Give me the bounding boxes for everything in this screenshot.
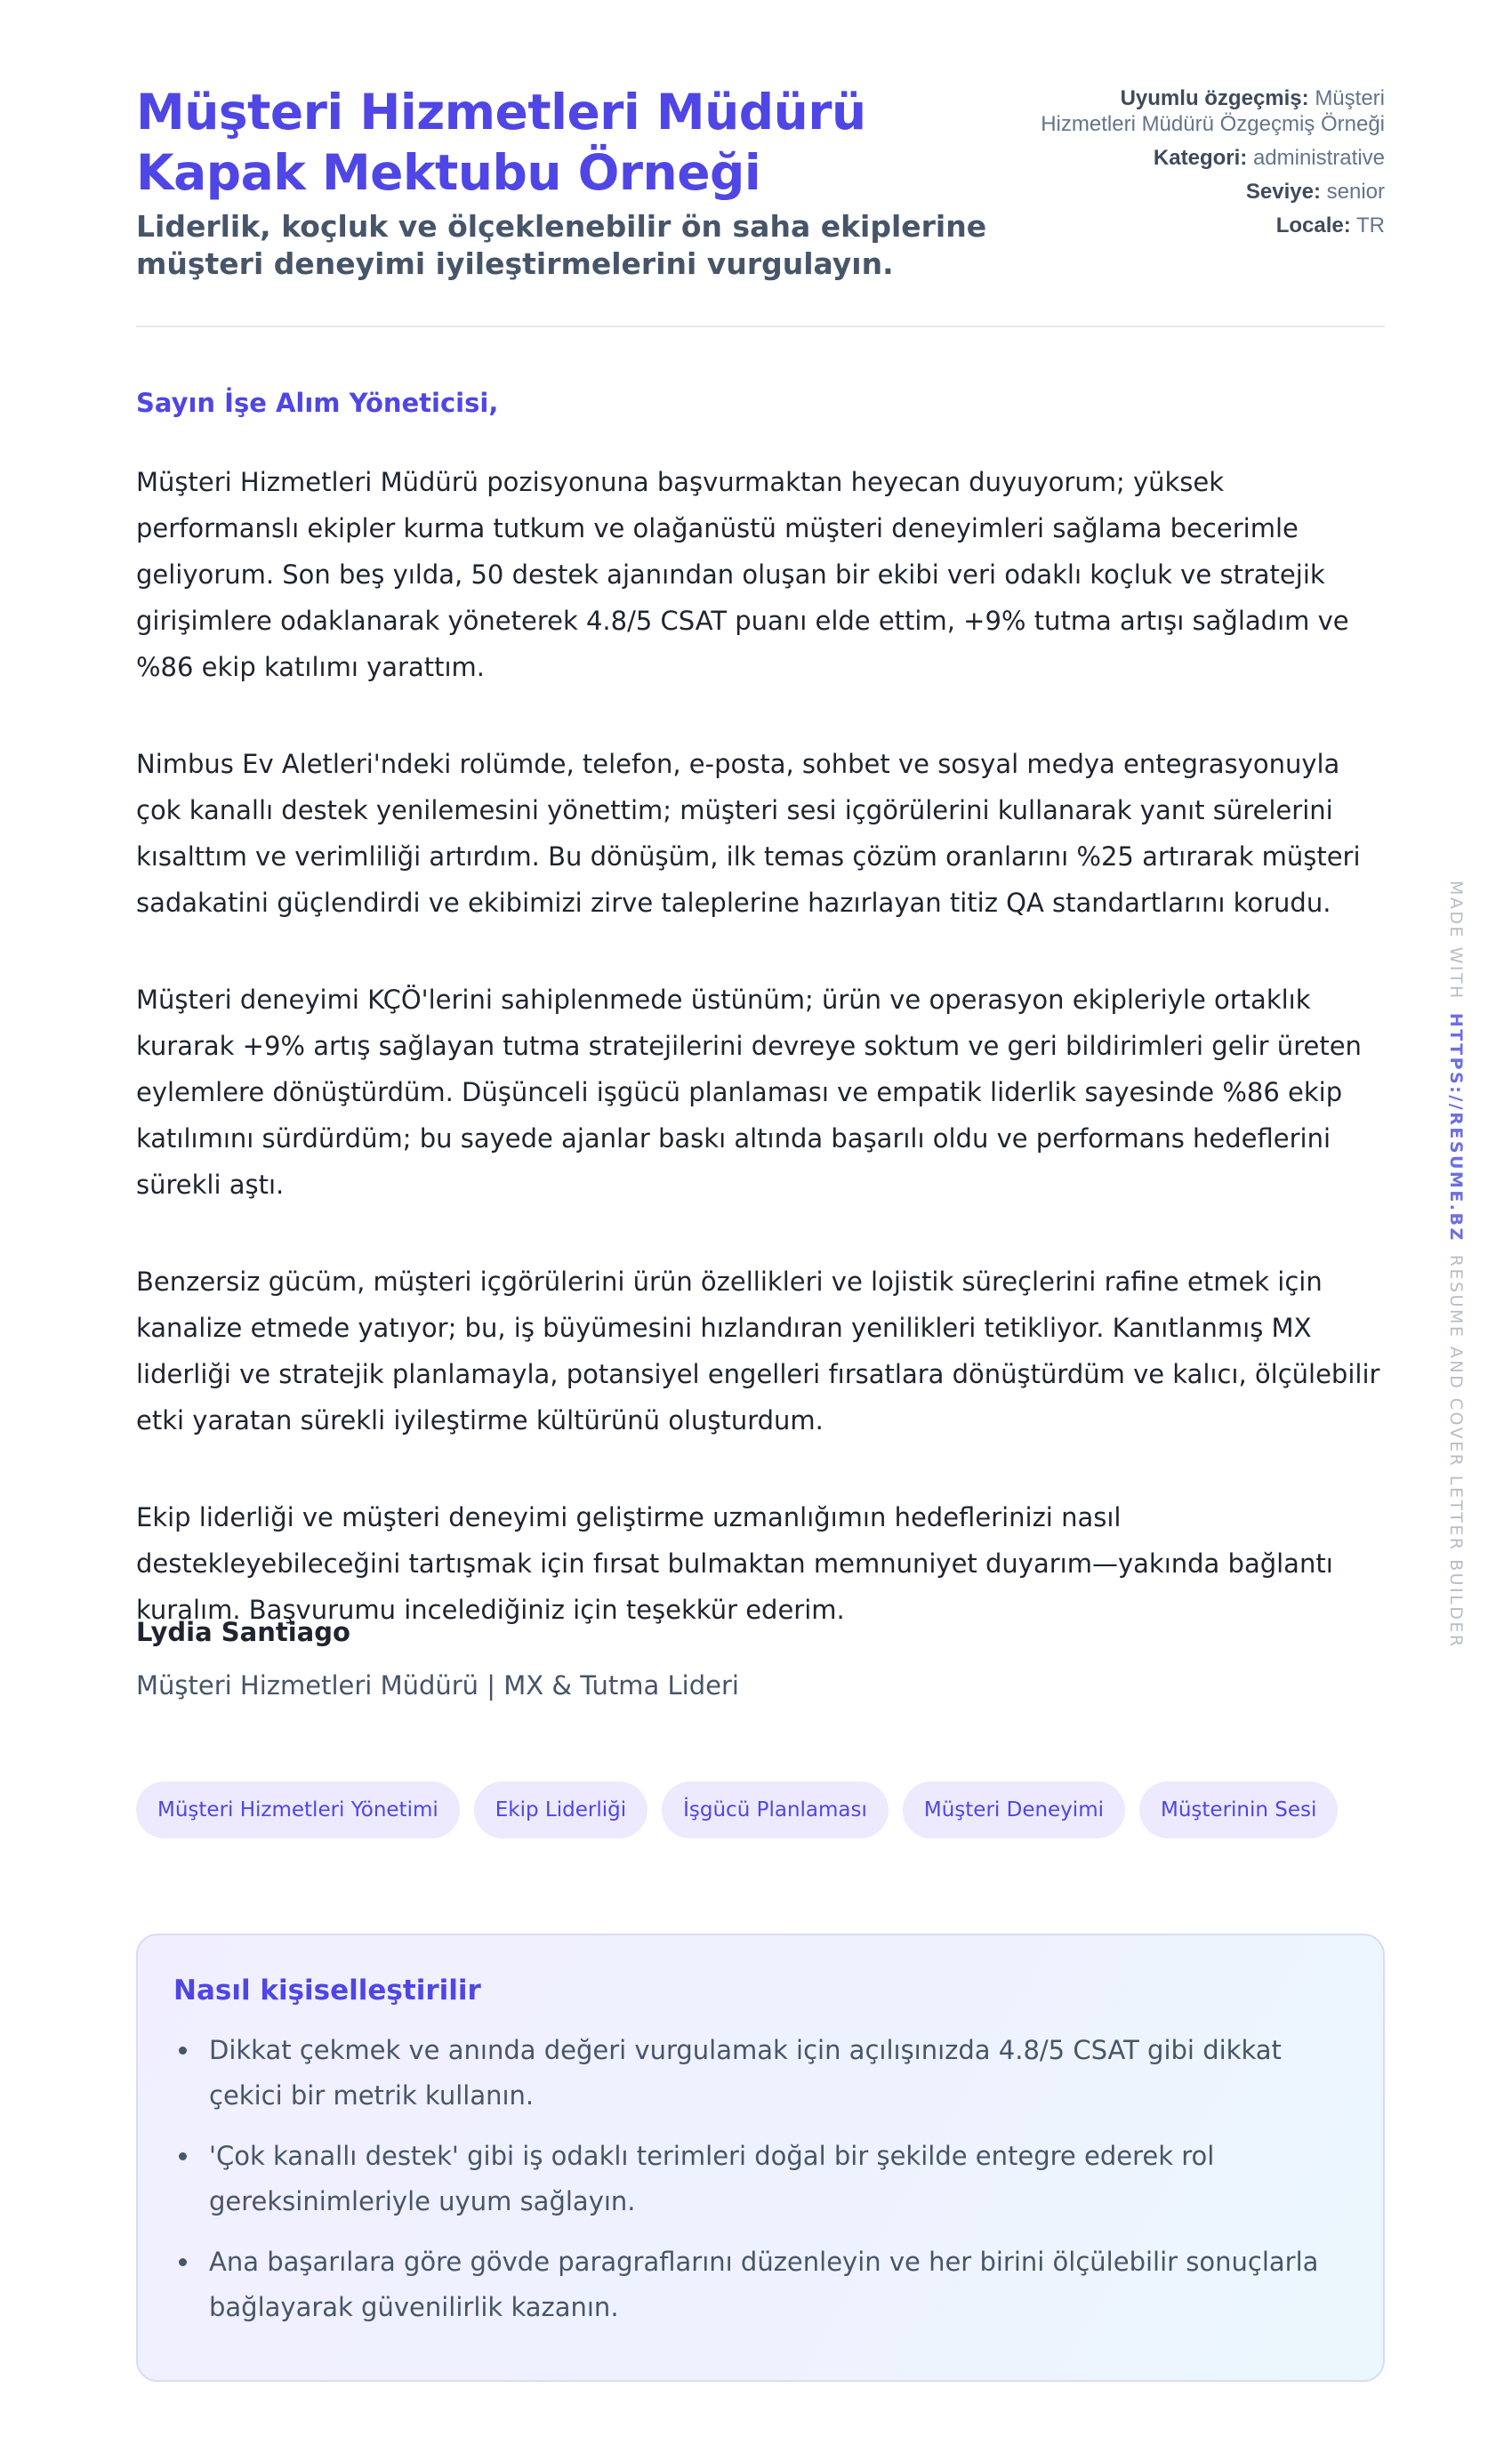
- meta-level-label: Seviye:: [1245, 180, 1321, 204]
- meta-category: [1038, 145, 1385, 171]
- signature-name: Lydia Santiago: [136, 1617, 350, 1647]
- meta-resume: [1038, 85, 1385, 137]
- tips-list: [173, 2028, 1347, 2330]
- letter-greeting: Sayın İşe Alım Yöneticisi,: [136, 388, 499, 418]
- tip-item: [173, 2240, 1347, 2330]
- watermark-text: [1446, 881, 1466, 1649]
- letter-paragraph: Benzersiz gücüm, müşteri içgörülerini ürün özellikleri ve lojistik süreçlerini rafine etmek için kanalize etmede yatıyor; bu, iş büyümesini hızlandıran yenilikleri tetikliyor. Kanıtlanmış MX liderliği ve stratejik planlamayla, potansiyel engelleri fırsatlara dönüştürdüm ve kalıcı, ölçülebilir etki yaratan sürekli iyileştirme kültürünü oluşturdum.: [136, 1267, 1380, 1436]
- page-subtitle: Liderlik, koçluk ve ölçeklenebilir ön saha ekiplerine müşteri deneyimi iyileştirmelerini vurgulayın.: [136, 209, 987, 281]
- meta-locale-value: TR: [1356, 213, 1385, 237]
- personalization-tips: [136, 1934, 1385, 2382]
- meta-category-value: administrative: [1252, 146, 1385, 170]
- signature-role: Müşteri Hizmetleri Müdürü | MX & Tutma Lideri: [136, 1670, 739, 1701]
- letter-paragraph: Ekip liderliği ve müşteri deneyimi geliştirme uzmanlığımın hedeflerinizi nasıl destekleyebileceğini tartışmak için fırsat bulmaktan memnuniyet duyarım—yakında bağlantı kuralım. Başvurumu incelediğiniz için teşekkür ederim.: [136, 1502, 1333, 1625]
- letter-paragraph: Müşteri deneyimi KÇÖ'lerini sahiplenmede üstünüm; ürün ve operasyon ekipleriyle ortaklık kurarak +9% artış sağlayan tutma stratejilerini devreye soktum ve geri bildirimleri gelir üreten eylemlere dönüştürdüm. Düşünceli işgücü planlaması ve empatik liderlik sayesinde %86 ekip katılımını sürdürdüm; bu sayede ajanlar baskı altında başarılı oldu ve performans hedeflerini sürekli aştı.: [136, 985, 1362, 1200]
- tip-item: [173, 2134, 1347, 2224]
- meta-resume-label: Uyumlu özgeçmiş:: [1120, 86, 1309, 110]
- letter-paragraph: Nimbus Ev Aletleri'ndeki rolümde, telefon, e-posta, sohbet ve sosyal medya entegrasyonuyla çok kanallı destek yenilemesini yönettim; müşteri sesi içgörülerini kullanarak yanıt sürelerini kısalttım ve verimliliği artırdım. Bu dönüşüm, ilk temas çözüm oranlarını %25 artırarak müşteri sadakatini güçlendirdi ve ekibimizi zirve taleplerine hazırlayan titiz QA standartlarını korudu.: [136, 749, 1361, 918]
- skill-tag[interactable]: Müşteri Deneyimi: [903, 1781, 1125, 1838]
- skill-tag[interactable]: Müşteri Hizmetleri Yönetimi: [136, 1781, 460, 1838]
- tip-text: Ana başarılara göre gövde paragraflarını düzenleyin ve her birini ölçülebilir sonuçlarla bağlayarak güvenilirlik kazanın.: [209, 2247, 1319, 2322]
- skill-tag[interactable]: Ekip Liderliği: [474, 1781, 647, 1838]
- skill-tags: [136, 1781, 1338, 1838]
- tips-title: Nasıl kişiselleştirilir: [173, 1974, 481, 2007]
- meta-category-label: Kategori:: [1153, 146, 1248, 170]
- letter-paragraph: Müşteri Hizmetleri Müdürü pozisyonuna başvurmaktan heyecan duyuyorum; yüksek performanslı ekipler kurma tutkum ve olağanüstü müşteri deneyimleri sağlama becerimle geliyorum. Son beş yılda, 50 destek ajanından oluşan bir ekibi veri odaklı koçluk ve stratejik girişimlere odaklanarak yöneterek 4.8/5 CSAT puanı elde ettim, +9% tutma artışı sağladım ve %86 ekip katılımı yarattım.: [136, 467, 1349, 682]
- made-with-watermark: [1441, 881, 1473, 1649]
- tip-item: [173, 2028, 1347, 2119]
- bullet-icon: [179, 2258, 187, 2266]
- bullet-icon: [179, 2047, 187, 2055]
- bullet-icon: [179, 2152, 187, 2160]
- meta-resume-link[interactable]: Müşteri Hizmetleri Müdürü Özgeçmiş Örneği: [1041, 86, 1385, 136]
- title-block: [136, 82, 1025, 283]
- meta-locale-label: Locale:: [1275, 213, 1351, 237]
- cover-letter-page: [136, 0, 1385, 2322]
- watermark-link[interactable]: HTTPS://RESUME.BZ: [1446, 1012, 1466, 1243]
- page-title: Müşteri Hizmetleri Müdürü Kapak Mektubu Örneği: [136, 84, 866, 201]
- watermark-suffix: RESUME AND COVER LETTER BUILDER: [1446, 1254, 1466, 1649]
- tip-text: 'Çok kanallı destek' gibi iş odaklı terimleri doğal bir şekilde entegre ederek rol gereksinimleriyle uyum sağlayın.: [209, 2141, 1215, 2216]
- meta-level: [1038, 179, 1385, 205]
- skill-tag[interactable]: Müşterinin Sesi: [1139, 1781, 1338, 1838]
- page-header: [136, 0, 1385, 327]
- meta-level-value: senior: [1326, 180, 1385, 204]
- skill-tag[interactable]: İşgücü Planlaması: [662, 1781, 889, 1838]
- watermark-prefix: MADE WITH: [1446, 881, 1466, 1001]
- meta-info: [1038, 85, 1385, 246]
- tip-text: Dikkat çekmek ve anında değeri vurgulamak için açılışınızda 4.8/5 CSAT gibi dikkat çekici bir metrik kullanın.: [209, 2035, 1282, 2111]
- letter-body: [136, 459, 1385, 1684]
- meta-locale: [1038, 213, 1385, 238]
